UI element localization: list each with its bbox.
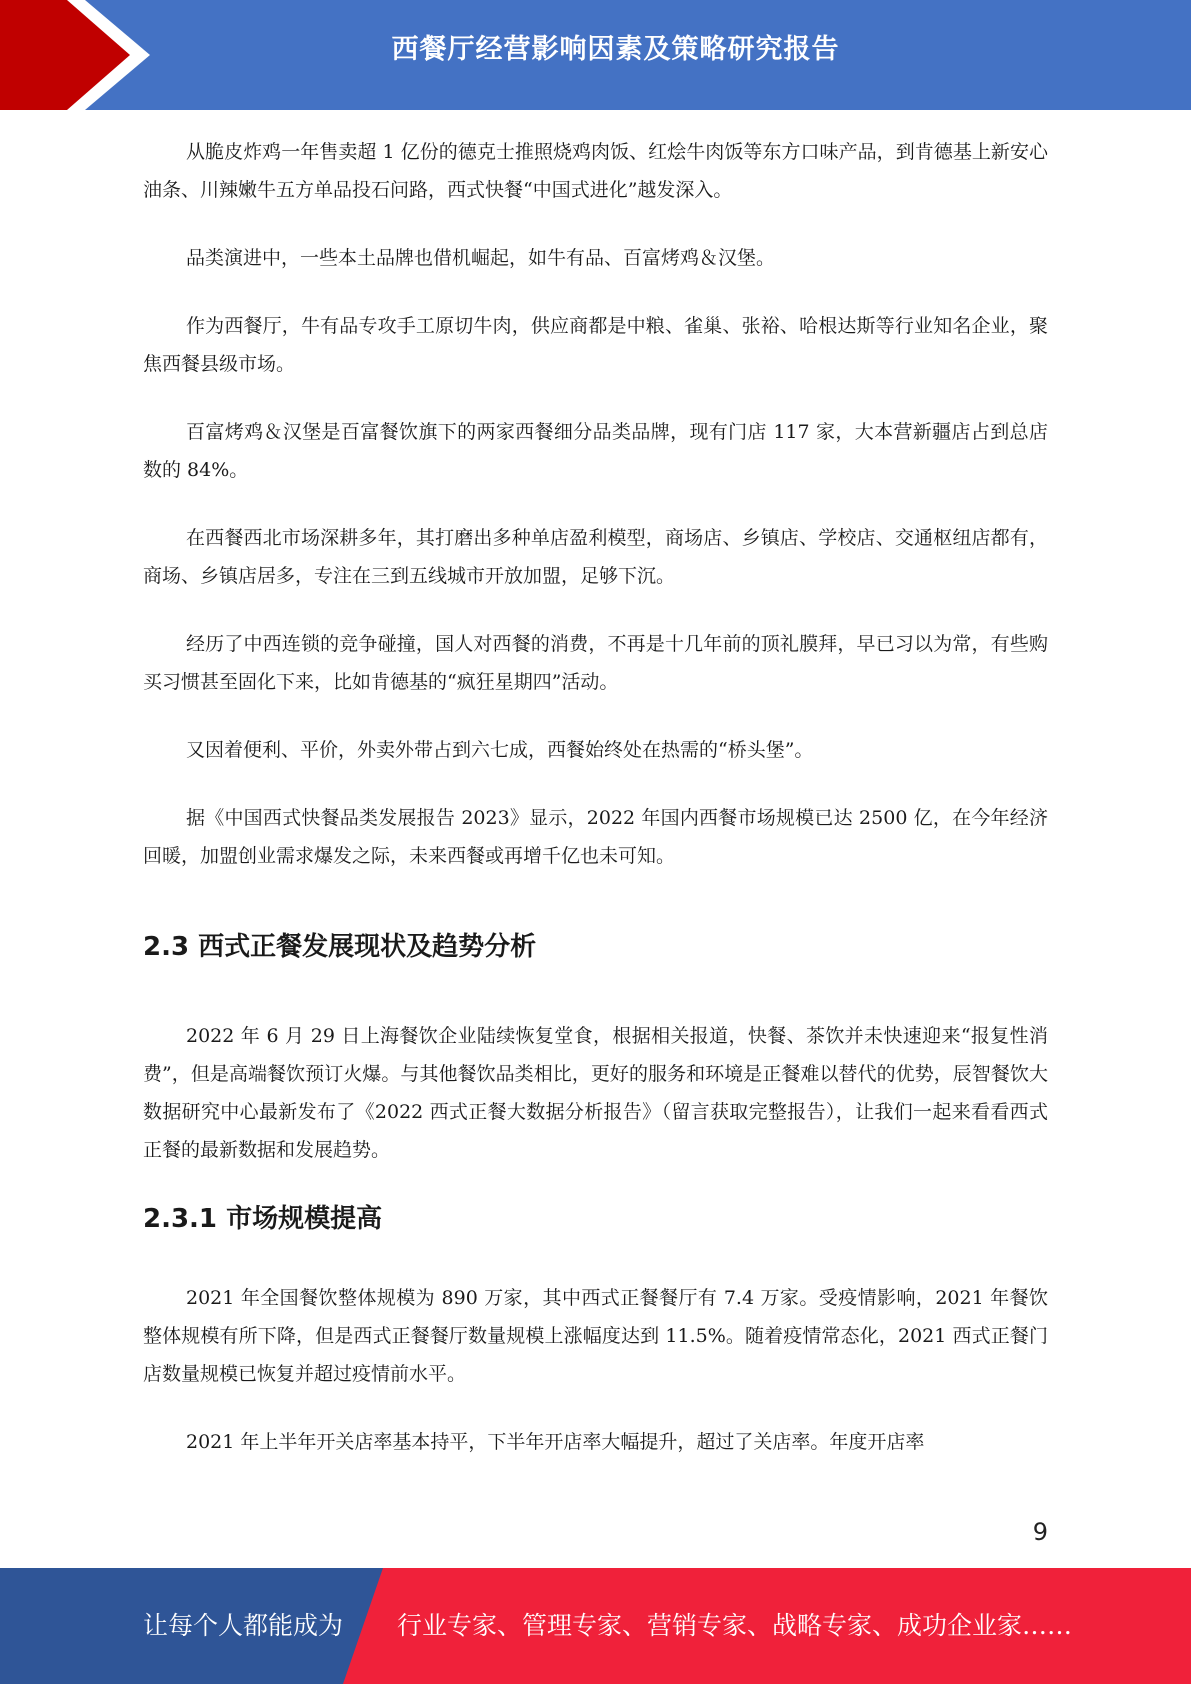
document-body (143, 133, 1048, 1491)
page-footer (0, 1568, 1191, 1684)
paragraph: 品类演进中，一些本土品牌也借机崛起，如牛有品、百富烤鸡＆汉堡。 (186, 247, 776, 269)
page-header (0, 0, 1191, 110)
paragraph: 据《中国西式快餐品类发展报告 2023》显示，2022 年国内西餐市场规模已达 2500 亿，在今年经济回暖，加盟创业需求爆发之际，未来西餐或再增千亿也未可知。 (143, 807, 1048, 867)
paragraph: 经历了中西连锁的竞争碰撞，国人对西餐的消费，不再是十几年前的顶礼膜拜，早已习以为常，有些购买习惯甚至固化下来，比如肯德基的“疯狂星期四”活动。 (143, 633, 1048, 693)
section-heading-2-3: 2.3 西式正餐发展现状及趋势分析 (143, 932, 537, 962)
paragraph: 从脆皮炸鸡一年售卖超 1 亿份的德克士推照烧鸡肉饭、红烩牛肉饭等东方口味产品，到肯德基上新安心油条、川辣嫩牛五方单品投石问路，西式快餐“中国式进化”越发深入。 (143, 141, 1048, 201)
section-heading-2-3-1: 2.3.1 市场规模提高 (143, 1204, 383, 1234)
footer-slogan-left: 让每个人都能成为 (143, 1611, 344, 1640)
header-title: 西餐厅经营影响因素及策略研究报告 (391, 34, 840, 65)
paragraph: 2022 年 6 月 29 日上海餐饮企业陆续恢复堂食，根据相关报道，快餐、茶饮并未快速迎来“报复性消费”，但是高端餐饮预订火爆。与其他餐饮品类相比，更好的服务和环境是正餐难以替代的优势，辰智餐饮大数据研究中心最新发布了《2022 西式正餐大数据分析报告》（留言获取完整报告），让我们一起来看看西式正餐的最新数据和发展趋势。 (143, 1025, 1048, 1161)
paragraph: 作为西餐厅，牛有品专攻手工原切牛肉，供应商都是中粮、雀巢、张裕、哈根达斯等行业知名企业，聚焦西餐县级市场。 (143, 315, 1048, 375)
paragraph: 在西餐西北市场深耕多年，其打磨出多种单店盈利模型，商场店、乡镇店、学校店、交通枢纽店都有，商场、乡镇店居多，专注在三到五线城市开放加盟，足够下沉。 (143, 527, 1048, 587)
paragraph: 又因着便利、平价，外卖外带占到六七成，西餐始终处在热需的“桥头堡”。 (186, 739, 814, 761)
paragraph: 2021 年上半年开关店率基本持平，下半年开店率大幅提升，超过了关店率。年度开店率 (186, 1431, 925, 1453)
paragraph: 百富烤鸡＆汉堡是百富餐饮旗下的两家西餐细分品类品牌，现有门店 117 家，大本营新疆店占到总店数的 84%。 (143, 421, 1048, 481)
paragraph: 2021 年全国餐饮整体规模为 890 万家，其中西式正餐餐厅有 7.4 万家。受疫情影响，2021 年餐饮整体规模有所下降，但是西式正餐餐厅数量规模上涨幅度达到 11.5%。随着疫情常态化，2021 西式正餐门店数量规模已恢复并超过疫情前水平。 (143, 1287, 1048, 1385)
page-number: 9 (1032, 1518, 1048, 1546)
footer-slogan-right: 行业专家、管理专家、营销专家、战略专家、成功企业家…… (397, 1611, 1073, 1640)
